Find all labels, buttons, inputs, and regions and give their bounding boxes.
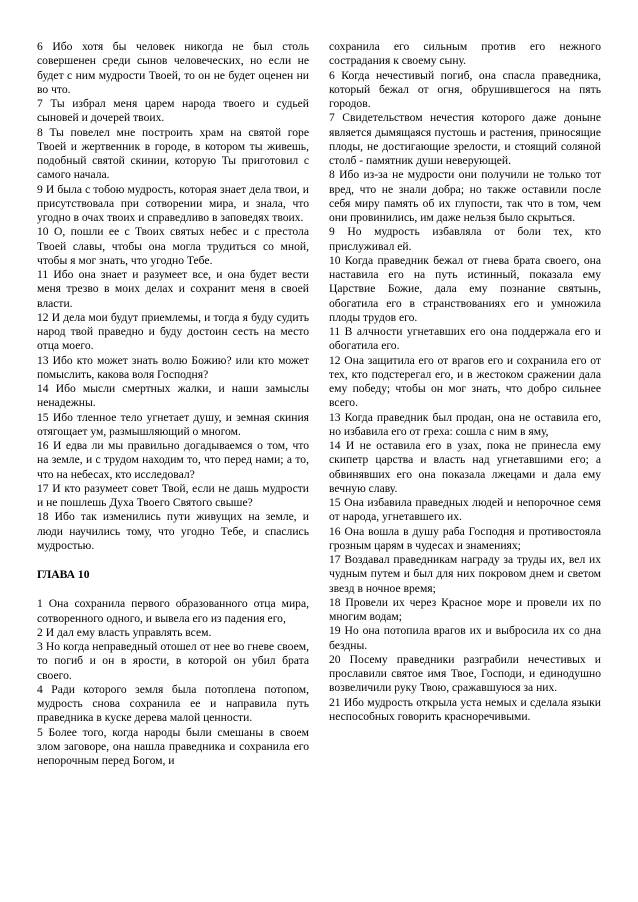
verse-paragraph: 2 И дал ему власть управлять всем. bbox=[37, 625, 212, 639]
verse-paragraph: 6 Ибо хотя бы человек никогда не был столь совершенен среди сынов человеческих, но если не будет с ним мудрости Твоей, то он не будет оценен ни во что. bbox=[37, 40, 309, 96]
verse-paragraph: 12 И дела мои будут приемлемы, и тогда я буду судить народ твой праведно и буду достоин сесть на место отца моего. bbox=[37, 310, 309, 353]
verse-paragraph: 1 Она сохранила первого образованного отца мира, сотворенного одного, и вывела его из падения его, bbox=[37, 597, 309, 625]
verse-paragraph: 6 Когда нечестивый погиб, она спасла праведника, который бежал от огня, обрушившегося на пять городов. bbox=[329, 68, 601, 110]
verse-paragraph: 17 И кто разумеет совет Твой, если не дашь мудрости и не пошлешь Духа Твоего Святого свыше? bbox=[37, 481, 309, 509]
verse-paragraph: 9 И была с тобою мудрость, которая знает дела твои, и присутствовала при сотворении мира, и знала, что угодно в очах твоих и справедливо в заповедях твоих. bbox=[37, 182, 309, 224]
document-page bbox=[37, 40, 602, 870]
verse-paragraph: 10 О, пошли ее с Твоих святых небес и с престола Твоей славы, чтобы она могла трудиться со мной, чтобы я мог знать, что угодно Тебе. bbox=[37, 225, 309, 267]
verse-paragraph: 15 Ибо тленное тело угнетает душу, и земная скиния отягощает ум, размышляющий о многом. bbox=[37, 410, 309, 438]
verse-paragraph: 13 Когда праведник был продан, она не оставила его, но избавила его от греха: сошла с ним в яму, bbox=[329, 410, 601, 438]
chapter-heading: ГЛАВА 10 bbox=[37, 568, 90, 581]
spacer bbox=[37, 553, 309, 568]
verse-paragraph: 14 И не оставила его в узах, пока не принесла ему скипетр царства и власть над угнетавшими его; а обвинявших его она показала лжецами и дала ему вечную славу. bbox=[329, 439, 601, 495]
verse-paragraph: 16 Она вошла в душу раба Господня и противостояла грозным царям в чудесах и знамениях; bbox=[329, 524, 601, 552]
verse-paragraph: 5 Более того, когда народы были смешаны в своем злом заговоре, она нашла праведника и сохранила его непорочным перед Богом, и bbox=[37, 725, 309, 767]
spacer bbox=[37, 582, 309, 597]
verse-paragraph: 16 И едва ли мы правильно догадываемся о том, что на земле, и с трудом находим то, что перед нами; а то, что на небесах, кто исследовал? bbox=[37, 439, 309, 481]
verse-paragraph: 13 Ибо кто может знать волю Божию? или кто может помыслить, какова воля Господня? bbox=[37, 353, 309, 381]
verse-paragraph: 15 Она избавила праведных людей и непорочное семя от народа, угнетавшего их. bbox=[329, 496, 601, 524]
verse-paragraph: 11 В алчности угнетавших его она поддержала его и обогатила его. bbox=[329, 325, 601, 353]
verse-paragraph: 19 Но она потопила врагов их и выбросила их со дна бездны. bbox=[329, 624, 601, 652]
verse-paragraph: сохранила его сильным против его нежного сострадания к своему сыну. bbox=[329, 40, 601, 68]
verse-paragraph: 8 Ибо из-за не мудрости они получили не только тот вред, что не знали добра; но также оставили после себя миру память об их глупости, так что в том, чем они провинились, им даже нельзя было скрыться. bbox=[329, 168, 601, 224]
verse-paragraph: 12 Она защитила его от врагов его и сохранила его от тех, кто подстерегал его, и в жестоком сражении дала ему победу; чтобы он мог знать, что добро сильнее всего. bbox=[329, 353, 601, 410]
verse-paragraph: 7 Свидетельством нечестия которого даже доныне является дымящаяся пустошь и растения, приносящие плоды, не достигающие зрелости, и стоящий соляной столб - памятник души неверующей. bbox=[329, 111, 601, 167]
left-column bbox=[37, 40, 309, 870]
verse-paragraph: 14 Ибо мысли смертных жалки, и наши замыслы ненадежны. bbox=[37, 382, 309, 410]
verse-paragraph: 11 Ибо она знает и разумеет все, и она будет вести меня трезво в моих делах и сохранит меня в своей власти. bbox=[37, 268, 309, 310]
verse-paragraph: 10 Когда праведник бежал от гнева брата своего, она наставила его на путь истинный, показала ему Царствие Божие, дала ему познание святынь, обогатила его в странствованиях его и умножила плоды трудов его. bbox=[329, 253, 601, 324]
verse-paragraph: 18 Провели их через Красное море и провели их по многим водам; bbox=[329, 595, 601, 623]
verse-paragraph: 8 Ты повелел мне построить храм на святой горе Твоей и жертвенник в городе, в котором ты живешь, подобный святой скинии, которую Ты приготовил с самого начала. bbox=[37, 125, 309, 182]
verse-paragraph: 20 Посему праведники разграбили нечестивых и прославили святое имя Твое, Господи, и единодушно возвеличили руку Твою, сражавшуюся за них. bbox=[329, 652, 601, 695]
verse-paragraph: 3 Но когда неправедный отошел от нее во гневе своем, то погиб и он в ярости, в которой он убил брата своего. bbox=[37, 640, 309, 682]
verse-paragraph: 7 Ты избрал меня царем народа твоего и судьей сыновей и дочерей твоих. bbox=[37, 97, 309, 125]
right-column bbox=[329, 40, 601, 870]
verse-paragraph: 4 Ради которого земля была потоплена потопом, мудрость снова сохранила ее и направила путь праведника в куске дерева малой ценности. bbox=[37, 682, 309, 725]
verse-paragraph: 17 Воздавал праведникам награду за труды их, вел их чудным путем и был для них покровом днем и светом звезд в ночное время; bbox=[329, 553, 601, 595]
verse-paragraph: 21 Ибо мудрость открыла уста немых и сделала языки неспособных говорить красноречивыми. bbox=[329, 695, 601, 723]
verse-paragraph: 18 Ибо так изменились пути живущих на земле, и люди научились тому, что угодно Тебе, и спаслись мудростью. bbox=[37, 510, 309, 552]
verse-paragraph: 9 Но мудрость избавляла от боли тех, кто прислуживал ей. bbox=[329, 225, 601, 253]
